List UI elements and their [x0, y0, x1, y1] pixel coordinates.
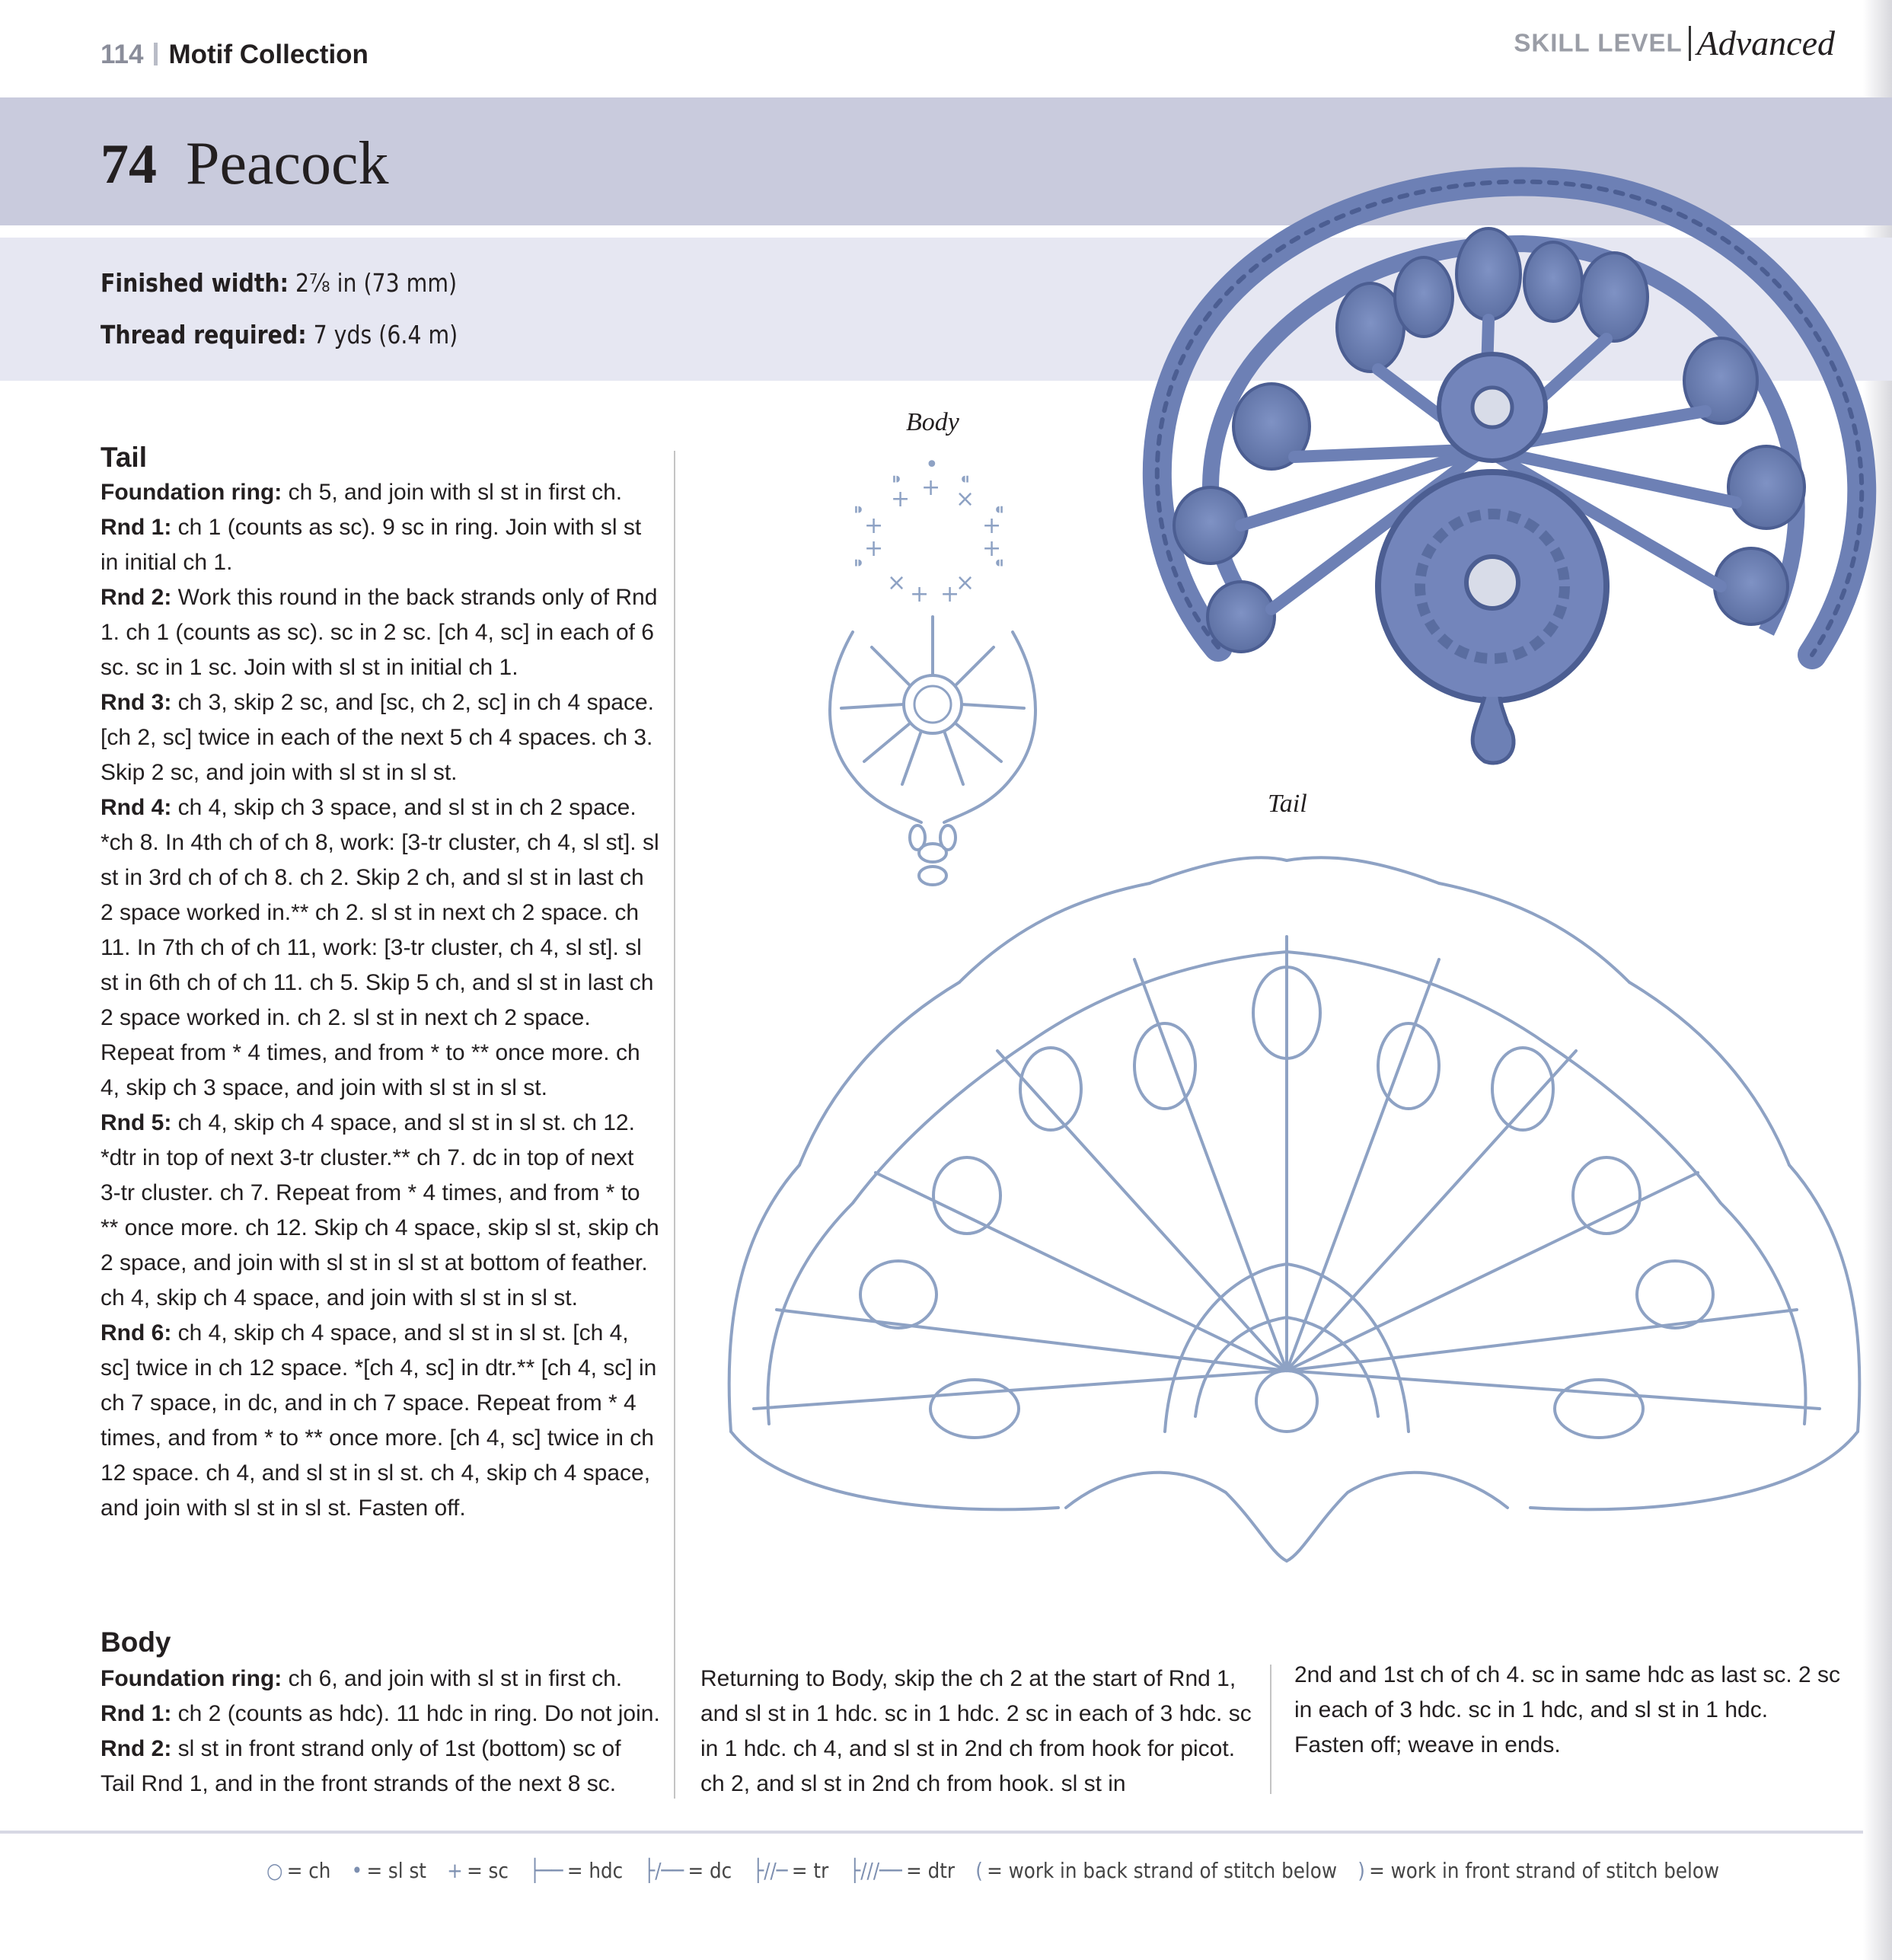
skill-level-label: SKILL LEVEL [1514, 28, 1683, 57]
legend-item [975, 1858, 1337, 1883]
motif-title: Peacock [186, 130, 389, 197]
body-continued-text: Returning to Body, skip the ch 2 at the start of Rnd 1, and sl st in 1 hdc. sc in 1 hdc. 2 sc in each of 3 hdc. sc in 1 hdc. ch 4, and sl st in 2nd ch from hook for picot. ch 2, and sl st in 2nd ch from hook. sl st in [700, 1666, 1252, 1796]
tail-step [101, 1106, 660, 1316]
svg-text:⁍: ⁍ [853, 551, 864, 577]
step-label: Rnd 5: [101, 1110, 172, 1135]
legend-text: = work in front strand of stitch below [1369, 1858, 1720, 1883]
body-heading: Body [101, 1626, 171, 1658]
tail-stitch-diagram [708, 838, 1850, 1569]
tail-step [101, 475, 660, 510]
legend-text: = sl st [366, 1858, 426, 1883]
step-label: Rnd 6: [101, 1320, 172, 1346]
peacock-motif-photo [1127, 160, 1873, 777]
legend-symbol: ├///── [849, 1858, 902, 1883]
legend-item [643, 1858, 732, 1883]
step-text: ch 4, skip ch 4 space, and sl st in sl st. ch 12. *dtr in top of next 3-tr cluster.** ch 7. dc in top of next 3-tr cluster. ch 7. Repeat from * 4 times, and from * to ** once more. ch 12. Skip ch 4 space, skip sl st, skip ch 2 space, and join with sl st in sl st at bottom of feather. ch 4, skip ch 4 space, and join with sl st in sl st. [101, 1110, 659, 1310]
body-step [101, 1662, 660, 1697]
page-number: 114 [101, 40, 144, 69]
thread-required-value: 7 yds (6.4 m) [313, 320, 458, 350]
tail-step [101, 790, 660, 1106]
tail-step [101, 685, 660, 790]
svg-text:⁌: ⁌ [994, 497, 1005, 524]
motif-number: 74 [101, 133, 157, 196]
svg-text:⁌: ⁌ [959, 467, 971, 493]
step-text: ch 3, skip 2 sc, and [sc, ch 2, sc] in ch 4 space. [ch 2, sc] twice in each of the next 5 ch 4 spaces. ch 3. Skip 2 sc, and join with sl st in sl st. [101, 690, 654, 785]
legend-text: = dtr [906, 1858, 956, 1883]
legend-item [352, 1858, 426, 1883]
header-divider [154, 43, 158, 65]
svg-text:+: + [891, 486, 911, 512]
svg-text:+: + [940, 581, 960, 608]
step-text: ch 2 (counts as hdc). 11 hdc in ring. Do not join. [171, 1701, 660, 1726]
running-header [101, 40, 369, 70]
step-text: ch 4, skip ch 4 space, and sl st in sl st. [ch 4, sc] twice in ch 12 space. *[ch 4, sc] in dtr.** [ch 4, sc] in ch 7 space, in dc, and in ch 7 space. Repeat from * 4 times, and from * to ** once more. [ch 4, sc] twice in ch 12 space. ch 4, and sl st in sl st. ch 4, skip ch 4 space, and join with sl st in sl st. Fasten off. [101, 1320, 657, 1521]
legend-symbol: ( [975, 1858, 983, 1883]
legend-text: = hdc [566, 1858, 624, 1883]
body-final-text: 2nd and 1st ch of ch 4. sc in same hdc as last sc. 2 sc in each of 3 hdc. sc in 1 hdc, and sl st in 1 hdc. Fasten off; weave in ends. [1294, 1662, 1841, 1757]
legend-symbol: ○ [266, 1858, 283, 1883]
step-label: Rnd 3: [101, 690, 172, 715]
svg-text:⁍: ⁍ [853, 497, 864, 524]
step-text: ch 5, and join with sl st in first ch. [282, 480, 623, 505]
svg-text:⁍: ⁍ [891, 467, 902, 493]
svg-text:×: × [956, 486, 975, 512]
legend-symbol: • [351, 1858, 363, 1883]
thread-required-label: Thread required: [101, 320, 307, 350]
body-step [101, 1732, 660, 1802]
legend-text: = dc [688, 1858, 732, 1883]
step-label: Rnd 2: [101, 1736, 172, 1761]
tail-step [101, 510, 660, 580]
step-label: Rnd 1: [101, 1701, 172, 1726]
svg-text:×: × [956, 570, 975, 596]
body-step [101, 1697, 660, 1732]
step-text: sl st in front strand only of 1st (bottom) sc of Tail Rnd 1, and in the front strands of the next 8 sc. [101, 1736, 621, 1796]
legend-item [266, 1858, 330, 1883]
skill-divider [1689, 26, 1691, 61]
tail-step [101, 580, 660, 685]
thread-required [101, 320, 458, 350]
step-label: Foundation ring: [101, 480, 282, 505]
step-label: Foundation ring: [101, 1666, 282, 1691]
step-text: ch 4, skip ch 3 space, and sl st in ch 2 space. *ch 8. In 4th ch of ch 8, work: [3-tr cluster, ch 4, sl st]. sl st in 3rd ch of ch 8. ch 2. Skip 2 ch, and sl st in last ch 2 space worked in.** ch 2. sl st in next ch 2 space. ch 11. In 7th ch of ch 11, work: [3-tr cluster, ch 4, sl st]. sl st in 6th ch of ch 11. ch 5. Skip 5 ch, and sl st in last ch 2 space worked in. ch 2. sl st in next ch 2 space. Repeat from * 4 times, and from * to ** once more. ch 4, skip ch 3 space, and join with sl st in sl st. [101, 795, 659, 1100]
legend-rule [0, 1831, 1863, 1834]
legend-item [529, 1858, 623, 1883]
svg-text:+: + [982, 535, 1002, 562]
legend-text: = sc [467, 1858, 509, 1883]
legend-symbol: + [447, 1858, 463, 1883]
body-instructions-final [1294, 1658, 1843, 1763]
section-title: Motif Collection [168, 40, 369, 69]
skill-level [1514, 23, 1835, 63]
legend-symbol: ) [1358, 1858, 1365, 1883]
legend-text: = ch [286, 1858, 331, 1883]
svg-text:⁌: ⁌ [994, 551, 1005, 577]
svg-text:×: × [887, 570, 907, 596]
step-label: Rnd 1: [101, 515, 172, 540]
legend-item [849, 1858, 955, 1883]
svg-text:+: + [921, 474, 941, 501]
svg-text:+: + [982, 512, 1002, 539]
step-text: ch 1 (counts as sc). 9 sc in ring. Join with sl st in initial ch 1. [101, 515, 642, 575]
step-label: Rnd 2: [101, 585, 172, 610]
step-label: Rnd 4: [101, 795, 172, 820]
legend-item [447, 1858, 509, 1883]
tail-diagram-label: Tail [1268, 790, 1307, 818]
svg-text:•: • [925, 452, 939, 478]
svg-text:+: + [910, 581, 930, 608]
body-diagram-label: Body [906, 408, 959, 436]
body-instructions [101, 1662, 660, 1802]
legend-item [752, 1858, 828, 1883]
legend-item [1358, 1858, 1719, 1883]
step-text: ch 6, and join with sl st in first ch. [282, 1666, 623, 1691]
legend-text: = work in back strand of stitch below [987, 1858, 1338, 1883]
legend-symbol: ├//─ [752, 1858, 788, 1883]
step-text: Work this round in the back strands only of Rnd 1. ch 1 (counts as sc). sc in 2 sc. [ch 4, sc] in each of 6 sc. sc in 1 sc. Join with sl st in initial ch 1. [101, 585, 658, 680]
tail-instructions [101, 475, 660, 1526]
tail-heading: Tail [101, 442, 147, 473]
svg-text:+: + [864, 535, 884, 562]
column-rule [1270, 1665, 1271, 1794]
svg-text:+: + [864, 512, 884, 539]
legend-text: = tr [791, 1858, 829, 1883]
legend-symbol: ├/── [643, 1858, 684, 1883]
body-stitch-diagram [807, 452, 1058, 899]
stitch-legend [266, 1858, 1734, 1883]
body-instructions-continued [700, 1662, 1256, 1802]
tail-step [101, 1316, 660, 1526]
finished-width [101, 268, 457, 298]
finished-width-label: Finished width: [101, 268, 289, 298]
column-rule [674, 451, 675, 1799]
skill-level-value: Advanced [1696, 24, 1835, 62]
legend-symbol: ├── [529, 1858, 563, 1883]
finished-width-value: 2⁷⁄₈ in (73 mm) [295, 268, 458, 298]
